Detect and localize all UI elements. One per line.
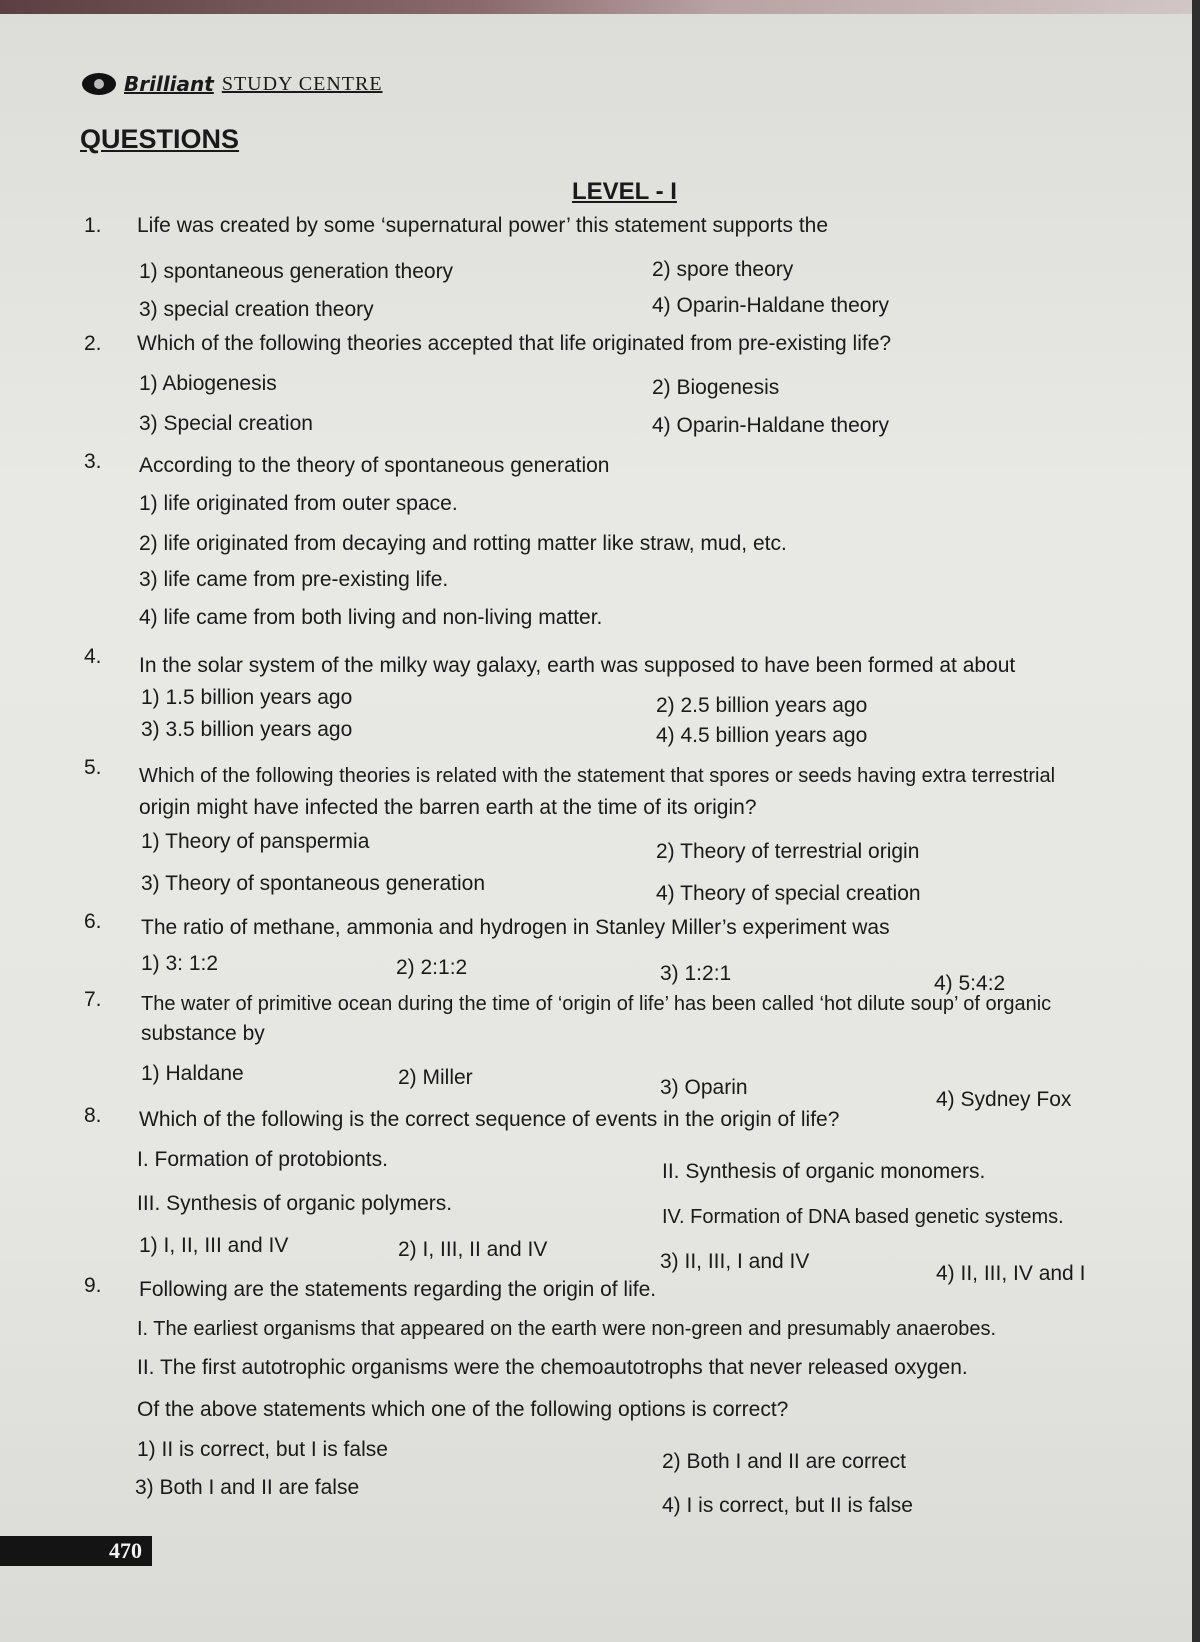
option: 2) Theory of terrestrial origin [656,840,920,863]
option: 1) Haldane [141,1062,244,1085]
option: 4) I is correct, but II is false [662,1494,913,1517]
right-edge-shadow [1192,0,1200,1642]
option: 1) life originated from outer space. [139,492,458,515]
question-text: origin might have infected the barren earth at the time of its origin? [139,796,757,819]
option: 2) I, III, II and IV [398,1238,548,1261]
page-number: 470 [109,1538,142,1563]
question-text: Which of the following is the correct sequence of events in the origin of life? [139,1108,840,1131]
question-number: 4. [84,645,102,668]
option: 2) 2:1:2 [396,956,468,979]
question-text: The water of primitive ocean during the time of ‘origin of life’ has been called ‘hot dilute soup’ of organic [141,993,1052,1015]
statement: II. The first autotrophic organisms were the chemoautotrophs that never released oxygen. [137,1356,968,1379]
question-text: Which of the following theories is related with the statement that spores or seeds having extra terrestrial [139,765,1056,787]
option: 1) Abiogenesis [139,372,277,395]
option: 3) II, III, I and IV [660,1250,810,1273]
option: 2) 2.5 billion years ago [656,694,868,717]
option: 2) life originated from decaying and rotting matter like straw, mud, etc. [139,532,787,555]
question-text: Life was created by some ‘supernatural power’ this statement supports the [137,214,829,237]
question-number: 8. [84,1104,102,1127]
question-number: 6. [84,910,102,933]
question-number: 1. [84,214,102,237]
question-text: The ratio of methane, ammonia and hydrogen in Stanley Miller’s experiment was [141,916,890,939]
statement: I. The earliest organisms that appeared on the earth were non-green and presumably anaerobes. [137,1318,997,1340]
question-text: substance by [141,1022,265,1045]
brand-subtitle: STUDY CENTRE [221,72,383,95]
option: 1) Theory of panspermia [141,830,370,853]
question-number: 7. [84,988,102,1011]
option: 4) life came from both living and non-living matter. [139,606,603,629]
option: 4) Theory of special creation [656,882,921,905]
option: 2) Both I and II are correct [662,1450,906,1473]
level-heading: LEVEL - I [572,178,677,205]
option: 3) Theory of spontaneous generation [141,872,486,895]
top-edge-shadow [0,0,1200,14]
option: 2) Miller [398,1066,473,1089]
option: 4) Sydney Fox [936,1088,1072,1111]
option: 1) 1.5 billion years ago [141,686,353,709]
option: 4) Oparin-Haldane theory [652,294,889,317]
option: 4) Oparin-Haldane theory [652,414,889,437]
option: 3) 1:2:1 [660,962,732,985]
option: 2) spore theory [652,258,794,281]
question-text: Following are the statements regarding the origin of life. [139,1278,657,1301]
question-number: 2. [84,332,102,355]
option: 3) Special creation [139,412,313,435]
option: 1) 3: 1:2 [141,952,219,975]
question-text: According to the theory of spontaneous generation [139,454,610,477]
option: 3) Oparin [660,1076,748,1099]
option: 3) 3.5 billion years ago [141,718,353,741]
option: 1) spontaneous generation theory [139,260,454,283]
question-text: Which of the following theories accepted that life originated from pre-existing life? [137,332,892,355]
option: 4) 5:4:2 [934,972,1006,995]
option: 1) II is correct, but I is false [137,1438,388,1461]
brand-logo-icon [82,73,116,95]
statement: II. Synthesis of organic monomers. [662,1160,986,1183]
statement: IV. Formation of DNA based genetic systems. [662,1206,1064,1228]
statement: I. Formation of protobionts. [137,1148,388,1171]
option: 1) I, II, III and IV [139,1234,289,1257]
section-heading: QUESTIONS [80,124,240,154]
question-number: 9. [84,1274,102,1297]
brand-header [82,72,383,96]
page-number-badge [0,1536,152,1566]
statement: Of the above statements which one of the following options is correct? [137,1398,789,1421]
question-number: 3. [84,450,102,473]
option: 4) 4.5 billion years ago [656,724,868,747]
question-text: In the solar system of the milky way galaxy, earth was supposed to have been formed at about [139,654,1016,677]
option: 3) special creation theory [139,298,374,321]
option: 2) Biogenesis [652,376,780,399]
statement: III. Synthesis of organic polymers. [137,1192,453,1215]
question-number: 5. [84,756,102,779]
option: 3) life came from pre-existing life. [139,568,449,591]
option: 3) Both I and II are false [135,1476,360,1499]
brand-name: Brilliant [124,72,214,96]
option: 4) II, III, IV and I [936,1262,1086,1285]
